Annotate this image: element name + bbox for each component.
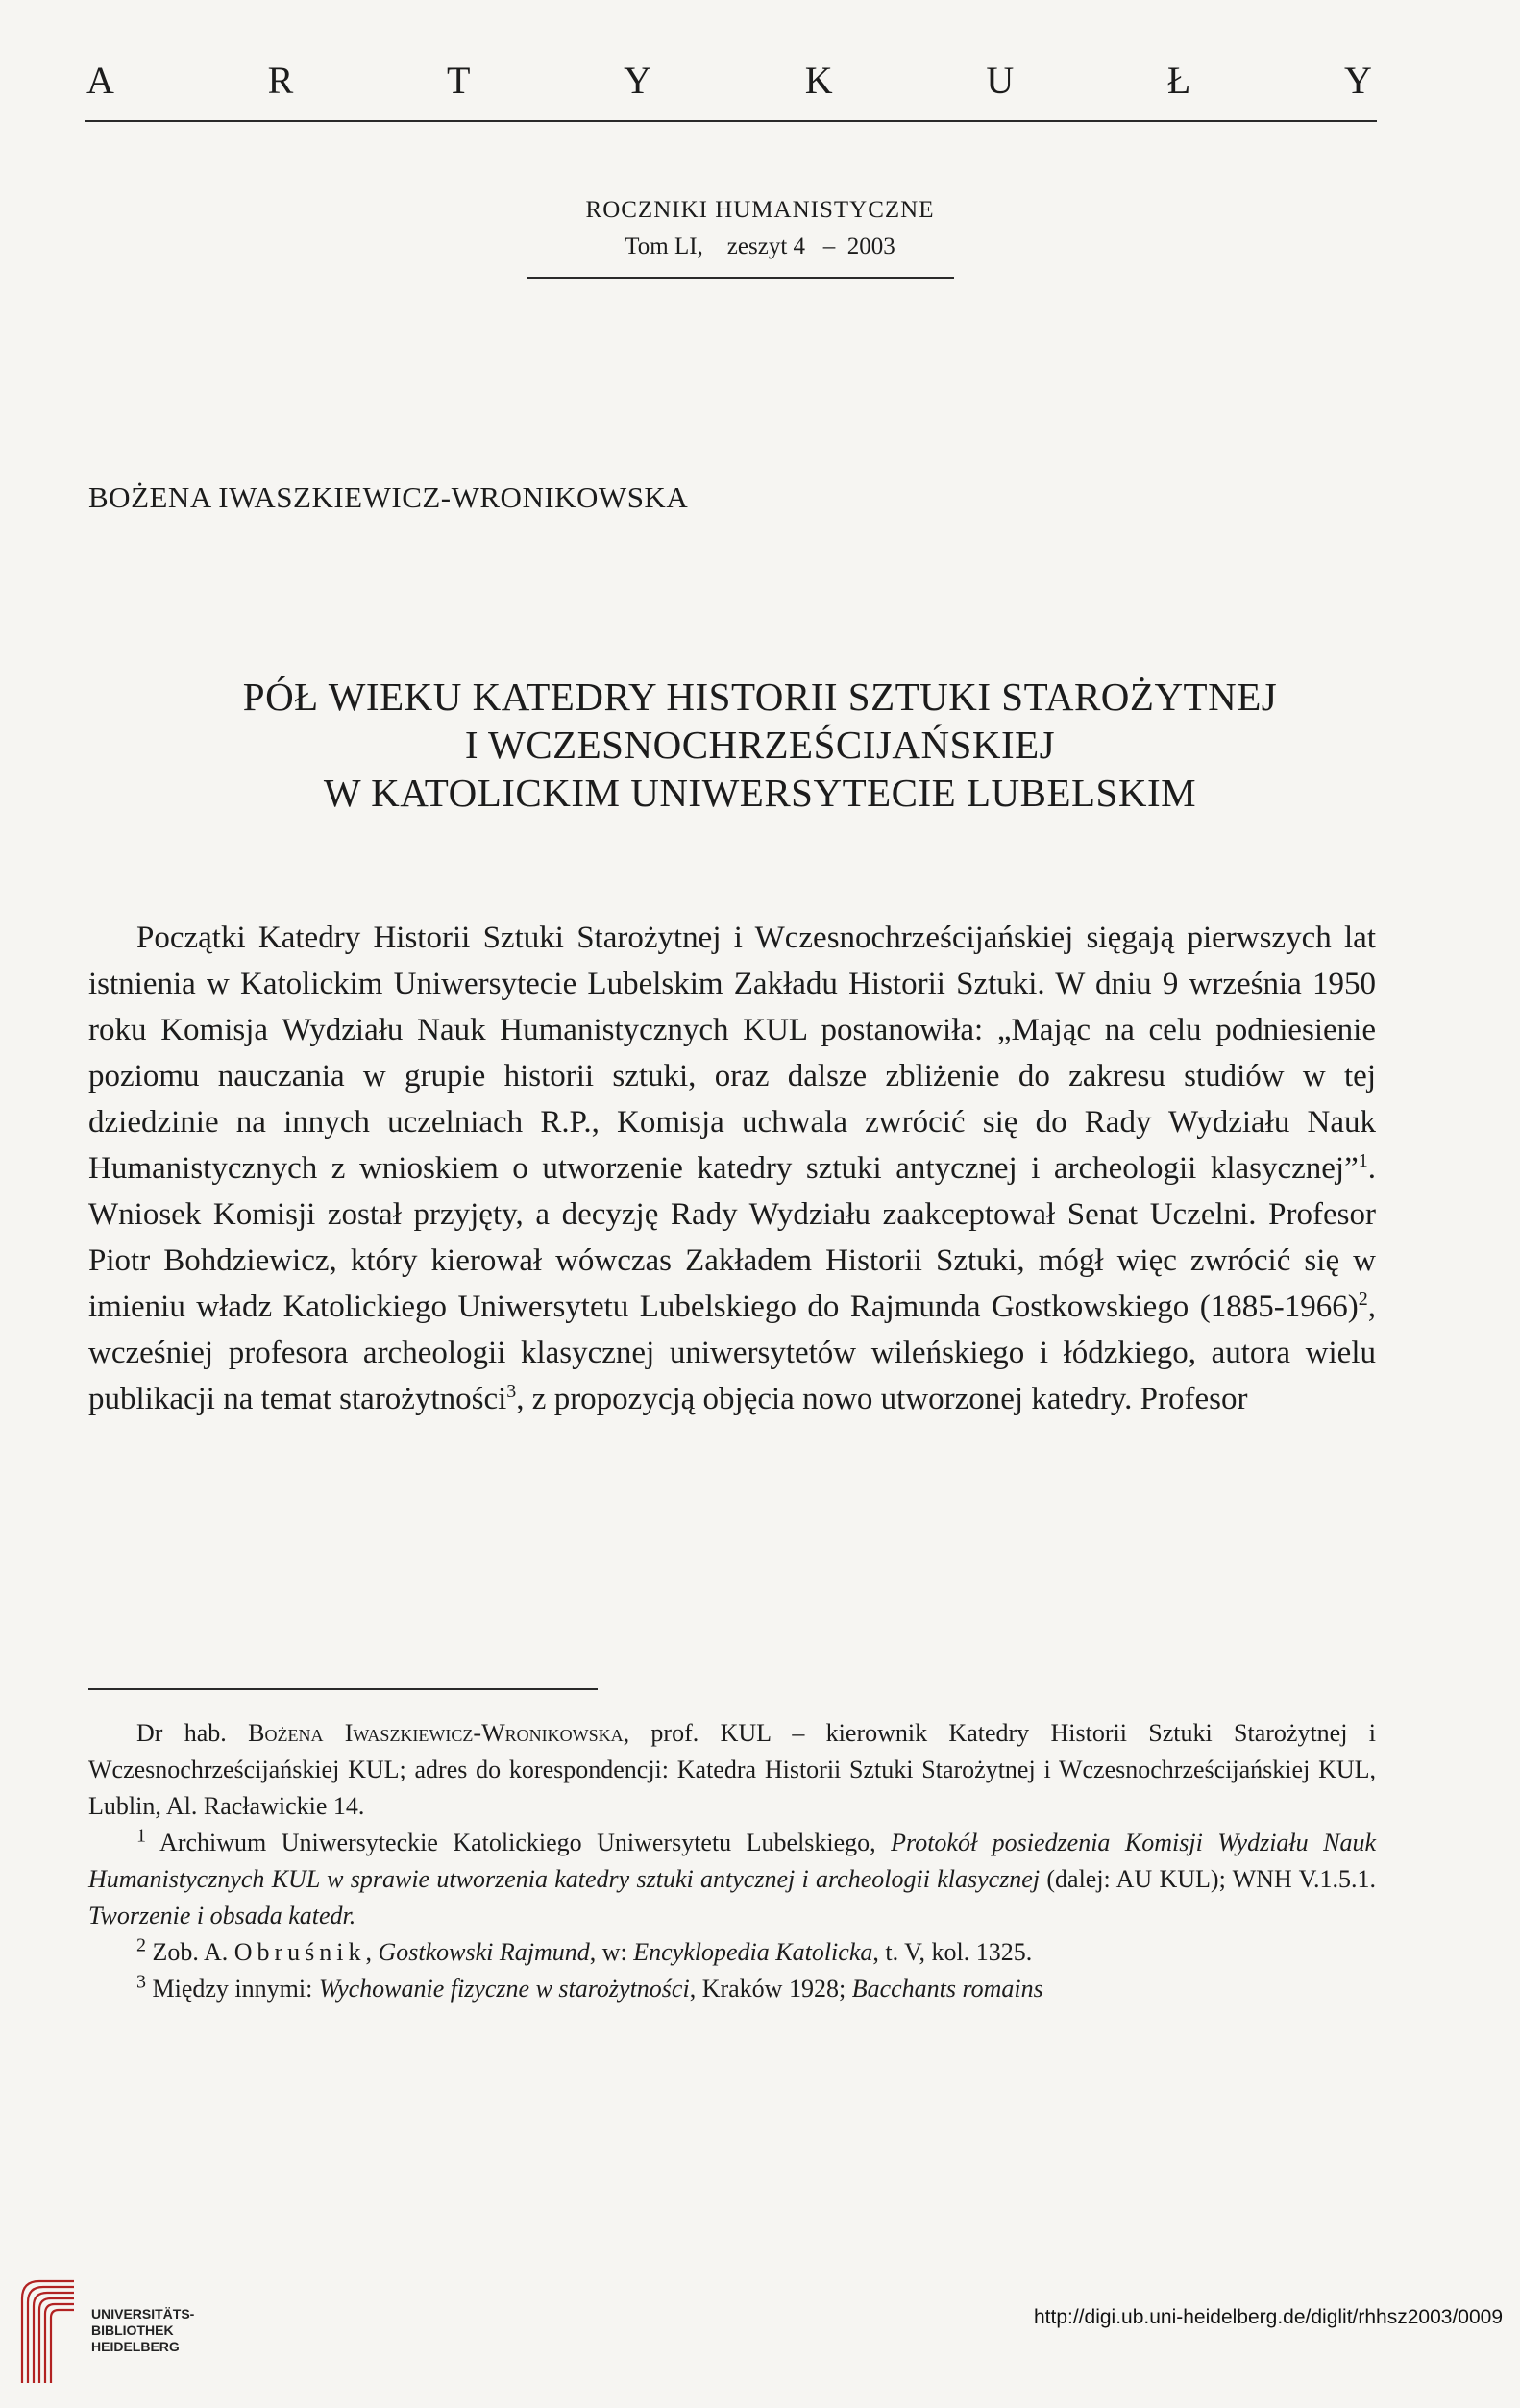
journal-name: ROCZNIKI HUMANISTYCZNE [585,197,935,223]
footnote-text-italic: Gostkowski Rajmund [378,1938,590,1966]
library-logo-icon [14,2270,82,2395]
running-head-letter: Y [1344,59,1374,102]
article-title [0,673,1520,817]
footnote-text: (dalej: AU KUL); WNH V.1.5.1. [1040,1865,1376,1893]
library-name-line: HEIDELBERG [91,2339,180,2354]
body-text [88,915,1376,1422]
footnote-3 [88,1971,1376,2007]
running-head-rule [85,120,1377,122]
footnote-text-italic: Tworzenie i obsada katedr. [88,1902,356,1929]
footnote-2 [88,1934,1376,1971]
footnote-text: Dr hab. [136,1719,249,1747]
author-note [88,1715,1376,1825]
journal-issue: Tom LI, zeszyt 4 – 2003 [625,233,895,259]
journal-block [0,192,1520,265]
author-name: BOŻENA IWASZKIEWICZ-WRONIKOWSKA [88,480,689,514]
footnote-text: Między innymi: [146,1975,319,2003]
footnote-number: 1 [136,1825,146,1847]
footnote-author-name: Bożena Iwaszkiewicz-Wronikowska [248,1719,624,1747]
running-head-letter: R [267,59,296,102]
footnote-ref: 1 [1358,1150,1368,1171]
footnote-text-italic: Protokół posiedzenia Komisji Wydziału Nauk Humanistycznych KUL w sprawie utworzenia katedry sztuki antycznej i archeologii klasycznej [88,1829,1376,1893]
footnote-text-italic: Encyklopedia Katolicka [633,1938,873,1966]
footnote-author-spaced: Obruśnik [233,1938,366,1966]
library-name [91,2306,194,2355]
footnote-rule [88,1688,598,1690]
body-text-segment: , wcześniej profesora archeologii klasycznej uniwersytetów wileńskiego i łódzkiego, autora wielu publikacji na temat starożytności [88,1290,1376,1416]
footnote-text: Zob. A. [146,1938,234,1966]
footnote-text-italic: Bacchants romains [851,1975,1043,2003]
running-head [86,58,1374,103]
body-paragraph [88,915,1376,1422]
footnote-ref: 3 [506,1381,517,1402]
running-head-letter: Ł [1166,59,1193,102]
title-line: W KATOLICKIM UNIWERSYTECIE LUBELSKIM [323,771,1197,815]
library-footer [0,2258,1520,2408]
running-head-letter: U [986,59,1017,102]
library-name-line: BIBLIOTHEK [91,2322,174,2338]
footnote-text: , t. V, kol. 1325. [872,1938,1033,1966]
title-line: I WCZESNOCHRZEŚCIJAŃSKIEJ [464,723,1056,767]
running-head-letter: K [804,59,835,102]
footnote-text: , [365,1938,379,1966]
body-text-segment: Początki Katedry Historii Sztuki Starożytnej i Wczesnochrześcijańskiej sięgają pierwszych lat istnienia w Katolickim Uniwersytecie Lubelskim Zakładu Historii Sztuki. W dniu 9 września 1950 roku Komisja Wydziału Nauk Humanistycznych KUL postanowiła: „Mając na celu podniesienie poziomu nauczania w grupie historii sztuki, oraz dalsze zbliżenie do zakresu studiów w tej dziedzinie na innych uczelniach R.P., Komisja uchwala zwrócić się do Rady Wydziału Nauk Humanistycznych z wnioskiem o utworzenie katedry sztuki antycznej i archeologii klasycznej” [88,921,1376,1186]
journal-rule [527,277,954,279]
source-url-link[interactable]: http://digi.ub.uni-heidelberg.de/diglit/rhhsz2003/0009 [1033,2306,1503,2328]
library-name-line: UNIVERSITÄTS- [91,2306,195,2322]
running-head-letter: A [86,59,116,102]
footnotes [88,1715,1376,2007]
running-head-letter: Y [624,59,654,102]
footnote-number: 3 [136,1971,146,1993]
running-head-letter: T [446,59,473,102]
footnote-number: 2 [136,1934,146,1956]
footnote-text-italic: Wychowanie fizyczne w starożytności [318,1975,690,2003]
body-text-segment: . Wniosek Komisji został przyjęty, a decyzję Rady Wydziału zaakceptował Senat Uczelni. Profesor Piotr Bohdziewicz, który kierował wówczas Zakładem Historii Sztuki, mógł więc zwrócić się w imieniu władz Katolickiego Uniwersytetu Lubelskiego do Rajmunda Gostkowskiego (1885-1966) [88,1151,1376,1324]
footnote-ref: 2 [1358,1289,1368,1310]
footnote-1 [88,1825,1376,1934]
footnote-text: Archiwum Uniwersyteckie Katolickiego Uniwersytetu Lubelskiego, [146,1829,892,1856]
title-line: PÓŁ WIEKU KATEDRY HISTORII SZTUKI STAROŻYTNEJ [242,675,1278,719]
footnote-text: , prof. KUL – kierownik Katedry Historii Sztuki Starożytnej i Wczesnochrześcijańskiej KUL; adres do korespondencji: Katedra Historii Sztuki Starożytnej i Wczesnochrześcijańskiej KUL, Lublin, Al. Racławickie 14. [88,1719,1376,1820]
footnote-text: , w: [589,1938,634,1966]
body-text-segment: , z propozycją objęcia nowo utworzonej katedry. Profesor [516,1382,1248,1416]
footnote-text: , Kraków 1928; [689,1975,852,2003]
